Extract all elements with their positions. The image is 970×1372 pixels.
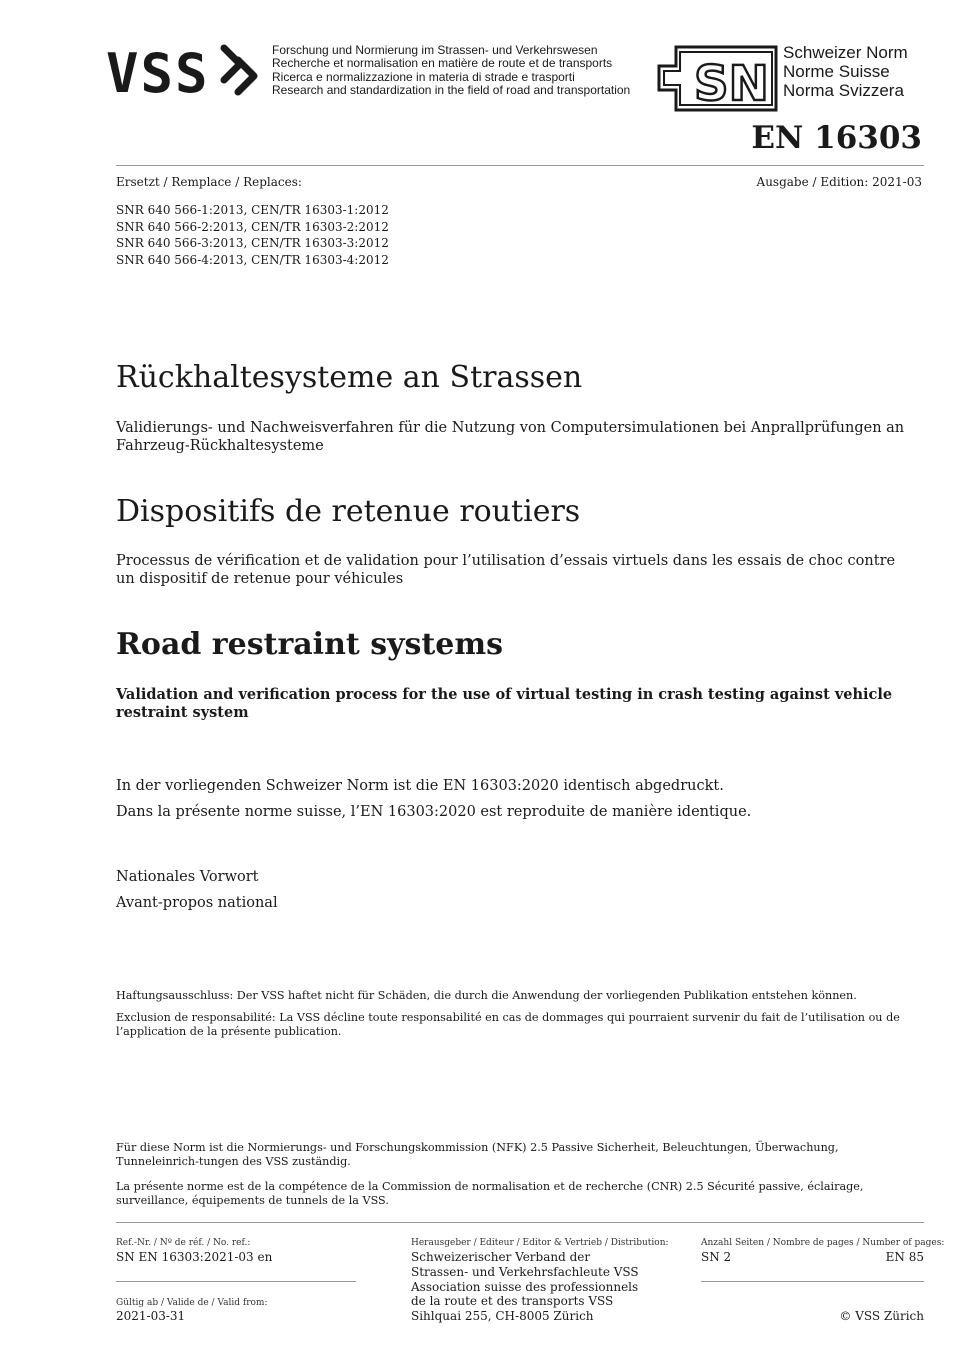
publisher-address: [411, 1250, 639, 1324]
committee-fr: La présente norme est de la compétence de la Commission de normalisation et de recherche (CNR) 2.5 Sécurité passive, éclairage, surveillance, équipements de tunnels de la VSS.: [116, 1180, 864, 1207]
identical-note-fr: Dans la présente norme suisse, l’EN 16303:2020 est reproduite de manière identique.: [116, 804, 752, 820]
subtitle-en: Validation and verification process for the use of virtual testing in crash testing against vehicle restraint system: [116, 686, 893, 721]
tagline-line: Recherche et normalisation en matière de route et de transports: [272, 56, 613, 71]
divider: [116, 1281, 356, 1282]
publisher-label: Herausgeber / Editeur / Editor & Vertrieb / Distribution:: [411, 1238, 669, 1248]
subtitle-fr: Processus de vérification et de validation pour l’utilisation d’essais virtuels dans les essais de choc contre un dispositif de retenue pour véhicules: [116, 553, 896, 587]
vss-logo: [106, 40, 266, 100]
divider: [116, 1222, 924, 1223]
replaces-label: Ersetzt / Remplace / Replaces:: [116, 175, 302, 189]
sn-name-de: Schweizer Norm: [783, 43, 908, 62]
valid-value: 2021-03-31: [116, 1309, 186, 1323]
subtitle-de: Validierungs- und Nachweisverfahren für die Nutzung von Computersimulationen bei Anprallprüfungen an Fahrzeug-Rückhaltesysteme: [116, 420, 905, 454]
replaces-list: [116, 202, 389, 268]
ref-label: Ref.-Nr. / Nº de réf. / No. ref.:: [116, 1238, 251, 1248]
copyright: © VSS Zürich: [839, 1309, 924, 1323]
valid-label: Gültig ab / Valide de / Valid from:: [116, 1298, 268, 1308]
list-item: SNR 640 566-4:2013, CEN/TR 16303-4:2012: [116, 252, 389, 267]
publisher-line: Sihlquai 255, CH-8005 Zürich: [411, 1309, 594, 1324]
foreword-de: Nationales Vorwort: [116, 869, 259, 885]
vss-logo-text: VSS: [106, 42, 210, 100]
publisher-line: de la route et des transports VSS: [411, 1294, 614, 1309]
title-fr: Dispositifs de retenue routiers: [116, 494, 581, 529]
liability-fr: Exclusion de responsabilité: La VSS décline toute responsabilité en cas de dommages qui pourraient survenir du fait de l’utilisation ou de l’application de la présente publication.: [116, 1011, 900, 1038]
title-de: Rückhaltesysteme an Strassen: [116, 360, 583, 395]
divider: [701, 1281, 924, 1282]
committee-de: Für diese Norm ist die Normierungs- und Forschungskommission (NFK) 2.5 Passive Sicherheit, Beleuchtungen, Überwachung, Tunneleinrich-tungen des VSS zuständig.: [116, 1141, 839, 1168]
pages-label: Anzahl Seiten / Nombre de pages / Number of pages:: [701, 1238, 945, 1248]
pages-sn: SN 2: [701, 1250, 732, 1264]
tagline-line: Research and standardization in the field of road and transportation: [272, 82, 631, 97]
list-item: SNR 640 566-3:2013, CEN/TR 16303-3:2012: [116, 236, 389, 251]
foreword-fr: Avant-propos national: [116, 895, 278, 911]
publisher-line: Schweizerischer Verband der: [411, 1250, 591, 1264]
publisher-line: Association suisse des professionnels: [411, 1279, 639, 1294]
sn-name-fr: Norme Suisse: [783, 62, 890, 81]
edition: Ausgabe / Edition: 2021-03: [756, 175, 922, 189]
list-item: SNR 640 566-1:2013, CEN/TR 16303-1:2012: [116, 203, 389, 217]
standard-number: EN 16303: [751, 120, 922, 156]
svg-text:SN: SN: [694, 56, 769, 112]
tagline-line: Forschung und Normierung im Strassen- und Verkehrswesen: [272, 43, 598, 57]
title-en: Road restraint systems: [116, 627, 503, 662]
ref-value: SN EN 16303:2021-03 en: [116, 1250, 273, 1264]
divider: [116, 165, 924, 166]
list-item: SNR 640 566-2:2013, CEN/TR 16303-2:2012: [116, 219, 389, 234]
tagline-line: Ricerca e normalizzazione in materia di strade e trasporti: [272, 69, 575, 84]
pages-en: EN 85: [885, 1250, 924, 1264]
sn-name-it: Norma Svizzera: [783, 81, 904, 100]
sn-logo-icon: [656, 44, 778, 112]
publisher-line: Strassen- und Verkehrsfachleute VSS: [411, 1264, 639, 1279]
identical-note-de: In der vorliegenden Schweizer Norm ist die EN 16303:2020 identisch abgedruckt.: [116, 778, 724, 794]
liability-de: Haftungsausschluss: Der VSS haftet nicht für Schäden, die durch die Anwendung der vorliegenden Publikation entstehen können.: [116, 989, 857, 1002]
vss-chevron-icon: [224, 48, 254, 92]
vss-tagline: [272, 44, 630, 97]
sn-names: [783, 43, 908, 100]
